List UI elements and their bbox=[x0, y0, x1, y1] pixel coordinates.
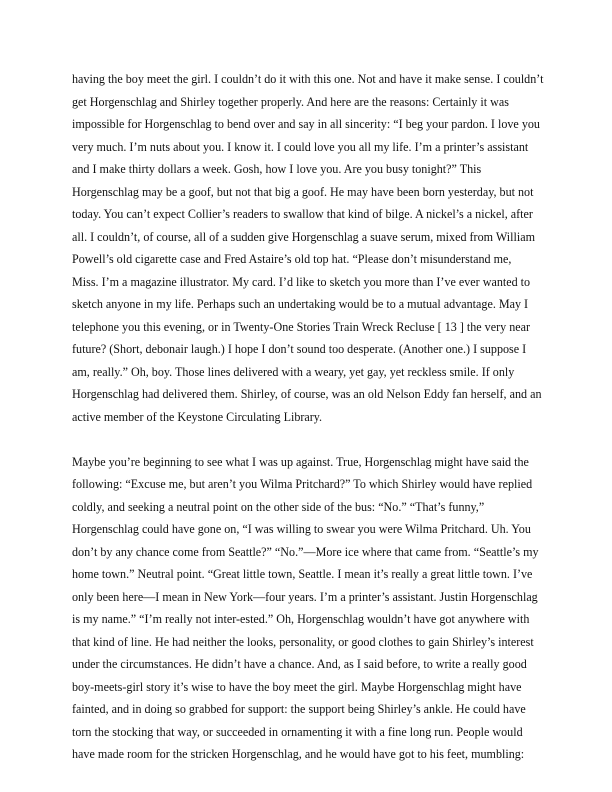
paragraph-spacer bbox=[72, 428, 550, 451]
text-line: sketch anyone in my life. Perhaps such an undertaking would be to a mutual advantage. May I bbox=[72, 297, 529, 311]
text-line: impossible for Horgenschlag to bend over and say in all sincerity: “I beg your pardon. I love you bbox=[72, 117, 540, 131]
text-line: coldly, and seeking a neutral point on the other side of the bus: “No.” “That’s funny,” bbox=[72, 499, 485, 514]
document-body bbox=[72, 68, 550, 766]
text-line: get Horgenschlag and Shirley together properly. And here are the reasons: Certainly it was bbox=[72, 94, 509, 109]
text-line: Powell’s old cigarette case and Fred Astaire’s old top hat. “Please don’t misunderstand me, bbox=[72, 252, 512, 266]
text-line: telephone you this evening, or in Twenty-One Stories Train Wreck Recluse [ 13 ] the very near bbox=[72, 319, 531, 334]
text-line: active member of the Keystone Circulating Library. bbox=[72, 409, 323, 424]
text-line: fainted, and in doing so grabbed for support: the support being Shirley’s ankle. He could have bbox=[72, 702, 526, 716]
text-line: Horgenschlag may be a goof, but not that big a goof. He may have been born yesterday, but not bbox=[72, 184, 534, 199]
text-line: very much. I’m nuts about you. I know it. I could love you all my life. I’m a printer’s assistant bbox=[72, 139, 529, 154]
text-line: am, really.” Oh, boy. Those lines delivered with a weary, yet gay, yet reckless smile. If only bbox=[72, 364, 515, 379]
text-line: today. You can’t expect Collier’s readers to swallow that kind of bilge. A nickel’s a nickel, after bbox=[72, 207, 533, 221]
text-line: have made room for the stricken Horgenschlag, and he would have got to his feet, mumbling: bbox=[72, 747, 525, 761]
text-line: following: “Excuse me, but aren’t you Wilma Pritchard?” To which Shirley would have replied bbox=[72, 477, 533, 491]
text-line: only been here—I mean in New York—four years. I’m a printer’s assistant. Justin Horgenschlag bbox=[72, 589, 538, 604]
text-line: is my name.” “I’m really not inter-ested.” Oh, Horgenschlag wouldn’t have got anywhere with bbox=[72, 612, 530, 626]
text-line: boy-meets-girl story it’s wise to have the boy meet the girl. Maybe Horgenschlag might have bbox=[72, 679, 522, 694]
text-line: torn the stocking that way, or succeeded in ornamenting it with a fine long run. People would bbox=[72, 724, 523, 739]
text-line: under the circumstances. He didn’t have a chance. And, as I said before, to write a really good bbox=[72, 657, 527, 671]
text-line: home town.” Neutral point. “Great little town, Seattle. I mean it’s really a great little town. I’ve bbox=[72, 567, 533, 581]
text-line: don’t by any chance come from Seattle?” “No.”—More ice where that came from. “Seattle’s my bbox=[72, 544, 539, 559]
text-line: that kind of line. He had neither the looks, personality, or good clothes to gain Shirley’s interest bbox=[72, 634, 534, 649]
text-line: Horgenschlag could have gone on, “I was willing to swear you were Wilma Pritchard. Uh. You bbox=[72, 522, 531, 536]
text-line: having the boy meet the girl. I couldn’t do it with this one. Not and have it make sense. I couldn’t bbox=[72, 72, 544, 86]
paragraph bbox=[72, 451, 550, 766]
paragraph bbox=[72, 68, 550, 428]
text-line: Maybe you’re beginning to see what I was up against. True, Horgenschlag might have said the bbox=[72, 454, 529, 469]
text-line: and I make thirty dollars a week. Gosh, how I love you. Are you busy tonight?” This bbox=[72, 162, 482, 176]
text-line: Horgenschlag had delivered them. Shirley, of course, was an old Nelson Eddy fan herself, and an bbox=[72, 387, 542, 401]
text-line: future? (Short, debonair laugh.) I hope I don’t sound too desperate. (Another one.) I suppose I bbox=[72, 342, 527, 356]
text-line: all. I couldn’t, of course, all of a sudden give Horgenschlag a suave serum, mixed from William bbox=[72, 229, 535, 244]
text-line: Miss. I’m a magazine illustrator. My card. I’d like to sketch you more than I’ve ever wanted to bbox=[72, 274, 531, 289]
